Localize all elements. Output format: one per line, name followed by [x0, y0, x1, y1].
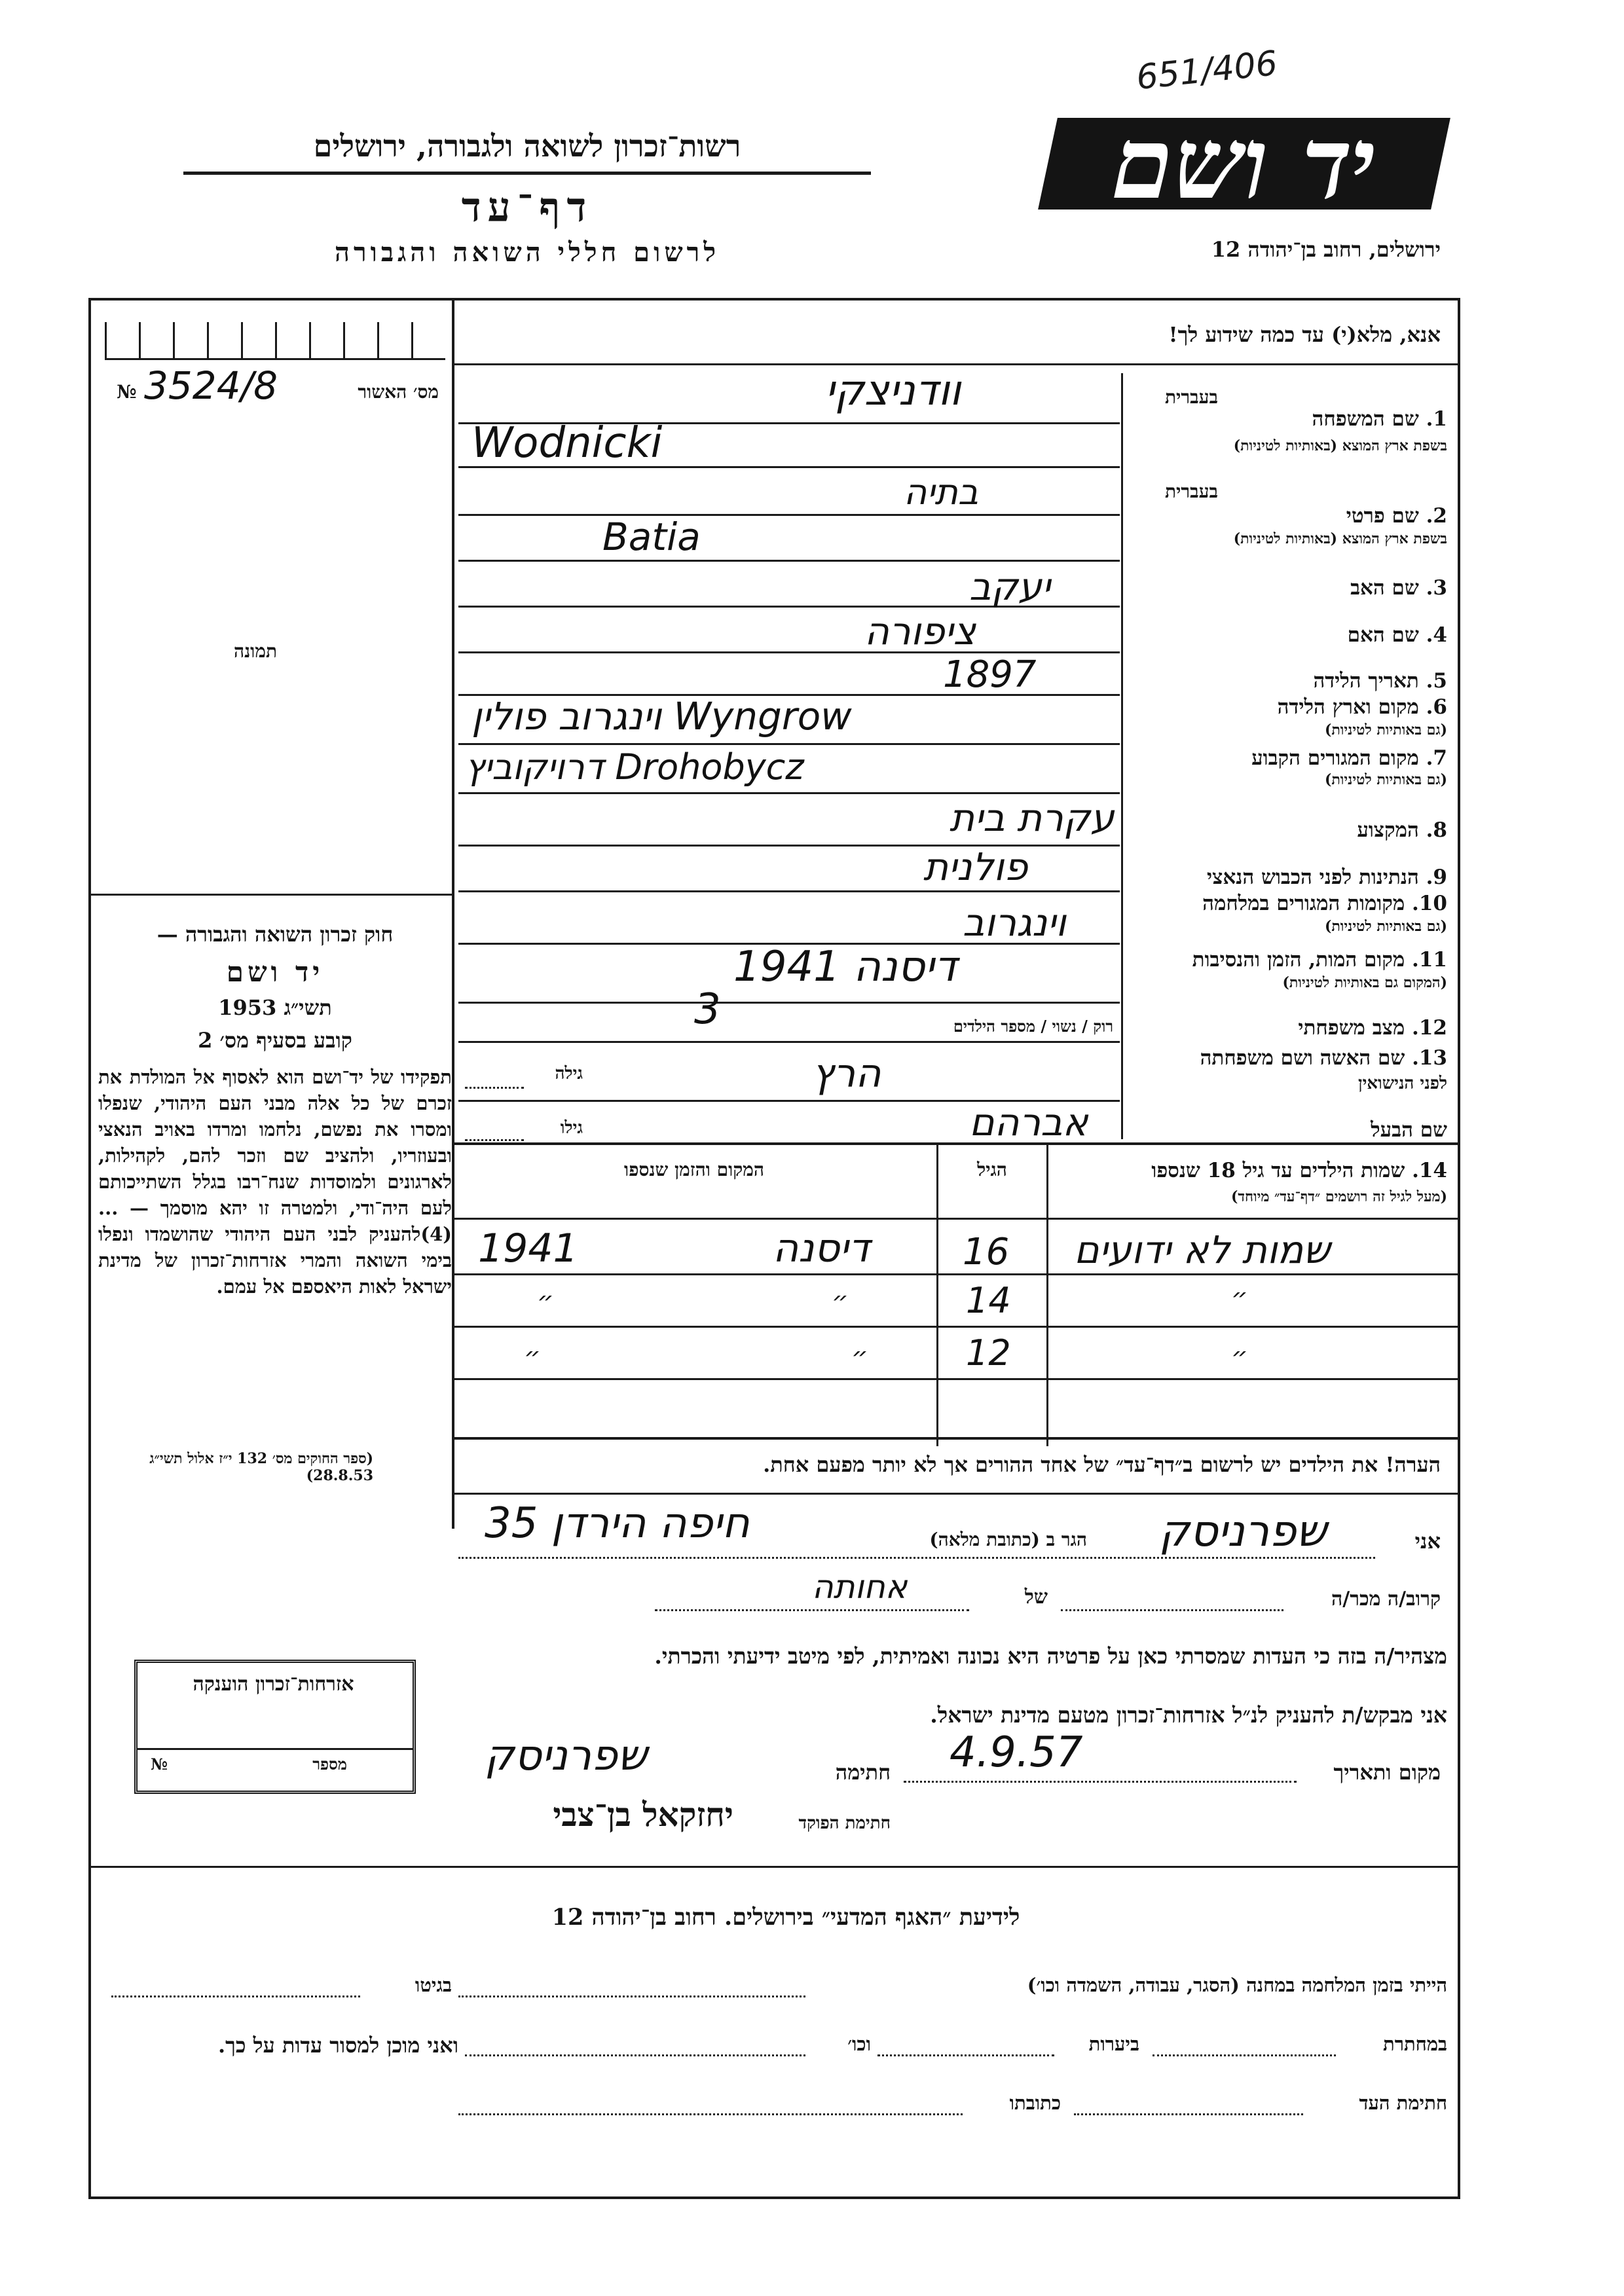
place-date-line: [904, 1781, 1297, 1783]
officer-stamp: יחזקאל בן־צבי: [553, 1795, 733, 1834]
request: אני מבקש/ת להעניק לנ״ל אזרחות־זכרון מטעם מדינת ישראל.: [930, 1702, 1447, 1728]
signature-value: שפרניסק: [485, 1732, 648, 1780]
field-2-value-hebrew: בתיה: [904, 471, 979, 513]
law-text: תפקידו של יד־ושם הוא לאסוף אל המולדת את זכרם של כל אלה מבני העם היהודי, שנפלו ומסרו את נפשם, נלחמו ומרדו באויב הנאצי ובעוזריו, ולהציב שם וזכר להם, לקהילות, לארגונים ולמוסדות שנח־רבו בגלל השתייכותם לעם היה־ודי, ולמטרה זו יהא מוסמך — ...(4)להעניק לבני העם היהודי שהושמדו ונפלו בימי השואה והמרי אזרחות־זכרון של מדינת ישראל לאות היאספם אל עמם.: [98, 1066, 452, 1298]
field-6-sub: (גם באותיות לטיניות): [1324, 721, 1447, 738]
field-10-value: וינגרוב: [963, 900, 1066, 945]
field-1-sub-hebrew: בעברית: [1164, 386, 1218, 408]
field-4-value: ציפורה: [864, 609, 976, 653]
husband-age-line: [465, 1139, 524, 1141]
frame-left: [88, 298, 91, 2196]
form-subtitle: לרשום חללי השואה והגבורה: [334, 237, 720, 268]
field-7-label: 7. מקום המגורים הקבוע: [1251, 746, 1447, 770]
field-2-value-latin: Batia: [602, 515, 701, 559]
citizenship-box: [134, 1660, 416, 1794]
law-title: חוק זכרון השואה והגבורה —: [157, 922, 394, 947]
logo-text: יד ושם: [1100, 106, 1388, 221]
approval-label: מס׳ האשור: [358, 381, 439, 403]
field-11-value: דיסנה 1941: [733, 943, 957, 991]
labels-divider: [1121, 373, 1123, 1139]
relation-of: של: [1024, 1586, 1048, 1609]
form-title: דף־עד: [461, 183, 593, 231]
row-line: [458, 1002, 1120, 1004]
row-line: [458, 743, 1120, 745]
child-3-age: 12: [966, 1332, 1011, 1374]
field-1-sub-latin: בשפת ארץ המוצא (באותיות לטיניות): [1233, 437, 1447, 454]
footer-line2-c: וכו׳: [847, 2033, 871, 2055]
child-1-name: שמות לא ידועים: [1074, 1228, 1331, 1272]
footer-line2-end: ואני מוכן למסור עדות על כך.: [217, 2033, 458, 2058]
row-line: [458, 890, 1120, 892]
husband-label: שם הבעל: [1371, 1118, 1447, 1142]
child-3-year: ״: [524, 1342, 541, 1372]
relation-value: אחותה: [812, 1568, 908, 1606]
children-heading: 14. שמות הילדים עד גיל 18 שנספו: [1151, 1159, 1447, 1182]
law-citation: (ספר החוקים מס׳ 132 י״ז אלול תשי״ג 28.8.53): [149, 1450, 373, 1484]
footer-title: לידיעת ״האגף המדעי״ בירושלים. רחוב בן־יהודה 12: [551, 1904, 1020, 1931]
child-1-age: 16: [963, 1231, 1010, 1273]
field-11-label: 11. מקום המות, הזמן והנסיבות: [1192, 948, 1447, 972]
side-column-divider: [452, 298, 454, 1529]
approval-prefix: №: [117, 381, 137, 403]
husband-value: אברהם: [969, 1100, 1088, 1144]
field-3-value: יעקב: [969, 564, 1050, 609]
instruction-underline: [454, 363, 1458, 365]
children-bottom-line: [454, 1437, 1458, 1440]
husband-age-label: גילו: [560, 1118, 583, 1138]
field-9-label: 9. הנתינות לפני הכבוש הנאצי: [1207, 866, 1447, 889]
field-10-sub: (גם באותיות לטיניות): [1324, 918, 1447, 935]
child-1-place: דיסנה: [773, 1226, 870, 1271]
declaration: מצהיר/ה בזה כי העדות שמסרתי כאן על פרטיה היא נכונה ואמיתית, לפי מיטב ידיעתי והכרתי.: [654, 1643, 1447, 1669]
child-2-year: ״: [537, 1286, 554, 1317]
sidebar-top-divider: [91, 894, 452, 896]
place-date-value: 4.9.57: [950, 1728, 1083, 1777]
child-2-place: ״: [832, 1286, 849, 1317]
children-age-divider-left: [936, 1145, 938, 1446]
field-9-value: פולנית: [923, 845, 1028, 889]
field-1-value-hebrew: וודניצקי: [825, 367, 961, 415]
field-6-label: 6. מקום וארץ הלידה: [1277, 695, 1447, 719]
officer-label: חתימת הפוקד: [798, 1813, 891, 1833]
field-5-label: 5. תאריך הלידה: [1313, 669, 1447, 693]
declarant-line: [458, 1557, 1375, 1559]
signature-label: חתימה: [835, 1760, 891, 1785]
declarant-address-label: הגר ב (כתובת מלאה): [929, 1529, 1087, 1550]
remark: הערה! את הילדים יש לרשום ב״דף־עד״ של אחד ההורים אך לא יותר מפעם אחת.: [763, 1452, 1441, 1477]
child-1-year: 1941: [478, 1226, 578, 1271]
field-7-sub: (גם באותיות לטיניות): [1324, 771, 1447, 788]
citizenship-box-prefix: №: [151, 1755, 168, 1774]
footer-line1-blank: [458, 1995, 805, 1997]
approval-boxes: [105, 322, 445, 360]
authority-underline: [183, 172, 871, 175]
footer-line2-b: ביערות: [1088, 2033, 1139, 2055]
field-8-value: עקרת בית: [950, 795, 1115, 840]
field-12-label: 12. מצב משפחתי: [1298, 1016, 1447, 1040]
address: ירושלים, רחוב בן־יהודה 12: [1211, 237, 1441, 262]
instruction: אנא, מלא(י) עד כמה שידוע לך!: [1168, 322, 1441, 347]
footer-line3-b: כתובתו: [1009, 2092, 1061, 2114]
field-7-value: דרויקוביץ Drohobycz: [465, 746, 804, 788]
footer-line3-a: חתימת העד: [1359, 2092, 1447, 2114]
children-age-divider-right: [1046, 1145, 1048, 1446]
authority-line: רשות־זכרון לשואה ולגבורה, ירושלים: [313, 128, 741, 164]
footer-line2-blank-c: [465, 2054, 805, 2056]
declarant-address: חיפה הירדן 35: [485, 1499, 750, 1548]
field-6-value: וינגרוב פולין Wyngrow: [471, 694, 852, 738]
row-line: [458, 792, 1120, 794]
remark-line: [454, 1493, 1458, 1495]
citizenship-box-divider: [138, 1748, 413, 1750]
place-date-label: מקום ותאריך: [1333, 1760, 1441, 1785]
row-line: [458, 514, 1120, 516]
child-2-name: ״: [1231, 1283, 1248, 1313]
field-10-label: 10. מקומות המגורים במלחמה: [1202, 892, 1447, 915]
children-note: (מעל לגיל זה רושמים ״דף־עד״ מיוחד): [1230, 1188, 1447, 1205]
footer-line1-end: בגיטו: [415, 1974, 452, 1996]
frame-right: [1458, 298, 1460, 2196]
field-13-sub: לפני הנישואין: [1357, 1074, 1447, 1093]
footer-line2-a: במחתרת: [1383, 2033, 1447, 2055]
citizenship-box-number-label: מספר: [312, 1755, 347, 1774]
citizenship-box-title: אזרחות־זכרון הוענקה: [193, 1673, 354, 1696]
law-name: יד ושם: [226, 956, 324, 988]
frame-top: [88, 298, 1460, 301]
field-3-label: 3. שם האב: [1350, 576, 1447, 600]
field-13-age-label: גילה: [555, 1064, 583, 1084]
child-3-name: ״: [1231, 1342, 1248, 1372]
children-place-col: המקום והזמן שנספו: [624, 1159, 764, 1180]
row-line: [458, 1041, 1120, 1043]
footer-line1-tail: [111, 1995, 360, 1997]
children-row-line: [454, 1378, 1458, 1380]
field-8-label: 8. המקצוע: [1357, 818, 1447, 842]
section-divider: [454, 1142, 1458, 1145]
archive-note: 651/406: [1134, 43, 1280, 98]
declarant-name: שפרניסק: [1159, 1506, 1327, 1556]
footer-line1: הייתי בזמן המלחמה במחנה (הסגר, עבודה, השמדה וכו׳): [1027, 1974, 1447, 1996]
field-13-label: 13. שם האשה ושם משפחתה: [1200, 1046, 1447, 1070]
field-1-value-latin: Wodnicki: [471, 419, 663, 467]
row-line: [458, 560, 1120, 562]
children-header-line: [454, 1218, 1458, 1220]
law-clause: קובע בסעיף מס׳ 2: [198, 1028, 352, 1053]
field-2-sub-latin: בשפת ארץ המוצא (באותיות לטיניות): [1233, 530, 1447, 547]
declarant-i-label: אני: [1414, 1529, 1441, 1554]
footer-divider: [91, 1866, 1458, 1868]
footer-line2-blank-b: [877, 2054, 1054, 2056]
children-row-line: [454, 1326, 1458, 1328]
approval-number: 3524/8: [144, 363, 278, 408]
photo-label: תמונה: [233, 640, 278, 662]
footer-line3-blank-a: [1074, 2113, 1303, 2115]
relation-line-a: [1061, 1609, 1283, 1611]
field-2-sub-hebrew: בעברית: [1164, 481, 1218, 502]
relation-line-b: [655, 1609, 969, 1611]
footer-line2-blank-a: [1153, 2054, 1336, 2056]
field-5-value: 1897: [943, 653, 1037, 696]
field-11-sub: (המקום גם באותיות לטיניות): [1282, 974, 1447, 991]
field-4-label: 4. שם האם: [1347, 623, 1447, 647]
field-12-value: 3: [694, 985, 721, 1034]
footer-line3-blank-b: [458, 2113, 963, 2115]
field-13-value: הרץ: [812, 1051, 881, 1097]
yad-vashem-logo: [1038, 106, 1450, 221]
child-2-age: 14: [966, 1280, 1011, 1321]
frame-bottom: [88, 2196, 1460, 2199]
field-12-options: רוק / נשוי / מספר הילדים: [953, 1017, 1113, 1036]
children-age-col: הגיל: [977, 1159, 1007, 1180]
children-row-line: [454, 1273, 1458, 1275]
field-1-label: 1. שם המשפחה: [1312, 407, 1447, 431]
child-3-place: ״: [851, 1342, 868, 1372]
field-2-label: 2. שם פרטי: [1346, 504, 1447, 528]
relation-label: קרוב/ה מכר/ה: [1331, 1588, 1441, 1611]
field-13-age-line: [465, 1087, 524, 1089]
law-year: תשי״ג 1953: [218, 995, 332, 1020]
